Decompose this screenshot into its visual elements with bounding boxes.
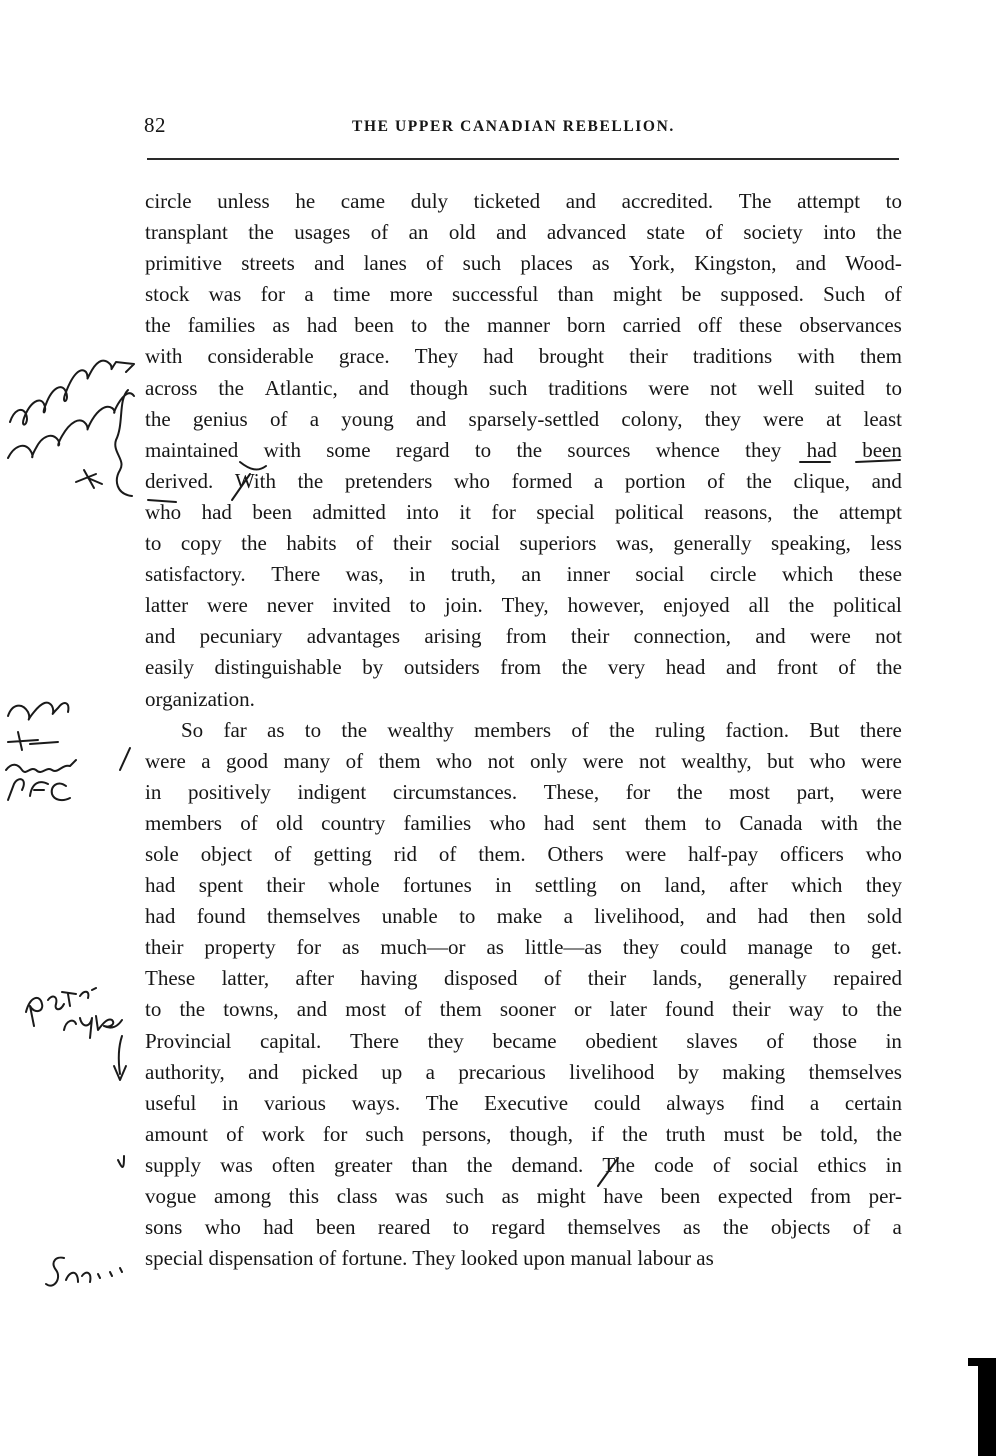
text-line: latter were never invited to join. They, however, enjoyed all the political — [145, 593, 902, 618]
margin-tick — [118, 1156, 124, 1167]
margin-note-scribble — [8, 703, 68, 720]
text-line: who had been admitted into it for special political reasons, the attempt — [145, 499, 902, 524]
text-line: members of old country families who had sent them to Canada with the — [145, 810, 902, 835]
margin-note-scribble — [46, 1258, 122, 1286]
scan-edge-mark — [978, 1358, 996, 1456]
text-line: easily distinguishable by outsiders from the very head and front of the — [145, 655, 902, 680]
text-line: authority, and picked up a precarious livelihood by making themselves — [145, 1059, 902, 1084]
page-number: 82 — [144, 113, 166, 137]
text-line: maintained with some regard to the sources whence they had been — [145, 437, 902, 462]
text-line: These latter, after having disposed of their lands, generally repaired — [145, 966, 902, 991]
text-line: the families as had been to the manner born carried off these observances — [145, 313, 902, 338]
margin-note-scribble — [26, 988, 96, 1026]
text-line: useful in various ways. The Executive could always find a certain — [145, 1090, 902, 1115]
text-line: amount of work for such persons, though, if the truth must be told, the — [145, 1121, 902, 1146]
margin-note-scribble — [8, 393, 134, 458]
margin-note-scribble — [8, 732, 58, 750]
text-line: in positively indigent circumstances. These, for the most part, were — [145, 779, 902, 804]
text-line: So far as to the wealthy members of the ruling faction. But there — [181, 717, 902, 742]
margin-note-scribble — [8, 779, 70, 800]
insertion-slash — [120, 748, 130, 770]
text-line: to the towns, and most of them sooner or later found their way to the — [145, 997, 902, 1022]
margin-note-scribble — [64, 1016, 122, 1038]
text-line: were a good many of them who not only were not wealthy, but who were — [145, 748, 902, 773]
text-line: special dispensation of fortune. They looked upon manual labour as — [145, 1246, 714, 1271]
text-line: to copy the habits of their social superiors was, generally speaking, less — [145, 531, 902, 556]
margin-note-scribble — [6, 760, 76, 772]
text-line: across the Atlantic, and though such traditions were not well suited to — [145, 375, 902, 400]
text-line: Provincial capital. There they became obedient slaves of those in — [145, 1028, 902, 1053]
text-line: sons who had been reared to regard themselves as the objects of a — [145, 1215, 902, 1240]
text-line: with considerable grace. They had brought their traditions with them — [145, 344, 902, 369]
text-line: the genius of a young and sparsely-settled colony, they were at least — [145, 406, 902, 431]
text-line: stock was for a time more successful than might be supposed. Such of — [145, 282, 902, 307]
text-line: transplant the usages of an old and advanced state of society into the — [145, 220, 902, 245]
margin-arrow — [114, 1036, 126, 1080]
margin-brace — [115, 390, 132, 496]
text-line: their property for as much—or as little—as they could manage to get. — [145, 935, 902, 960]
text-line: satisfactory. There was, in truth, an inner social circle which these — [145, 562, 902, 587]
text-line: and pecuniary advantages arising from their connection, and were not — [145, 624, 902, 649]
running-head: THE UPPER CANADIAN REBELLION. — [352, 118, 675, 135]
text-line: primitive streets and lanes of such places as York, Kingston, and Wood- — [145, 251, 902, 276]
text-line: sole object of getting rid of them. Others were half-pay officers who — [145, 841, 902, 866]
text-line: derived. With the pretenders who formed a portion of the clique, and — [145, 468, 902, 493]
text-line: had spent their whole fortunes in settling on land, after which they — [145, 873, 902, 898]
text-line: supply was often greater than the demand. The code of social ethics in — [145, 1152, 902, 1177]
margin-note-scribble — [10, 361, 134, 425]
body-text — [145, 186, 902, 1274]
text-line: organization. — [145, 686, 255, 711]
margin-tick — [76, 470, 102, 488]
text-line: vogue among this class was such as might have been expected from per- — [145, 1184, 902, 1208]
text-line: had found themselves unable to make a livelihood, and had then sold — [145, 904, 902, 929]
header-rule — [147, 158, 899, 160]
text-line: circle unless he came duly ticketed and accredited. The attempt to — [145, 189, 902, 213]
